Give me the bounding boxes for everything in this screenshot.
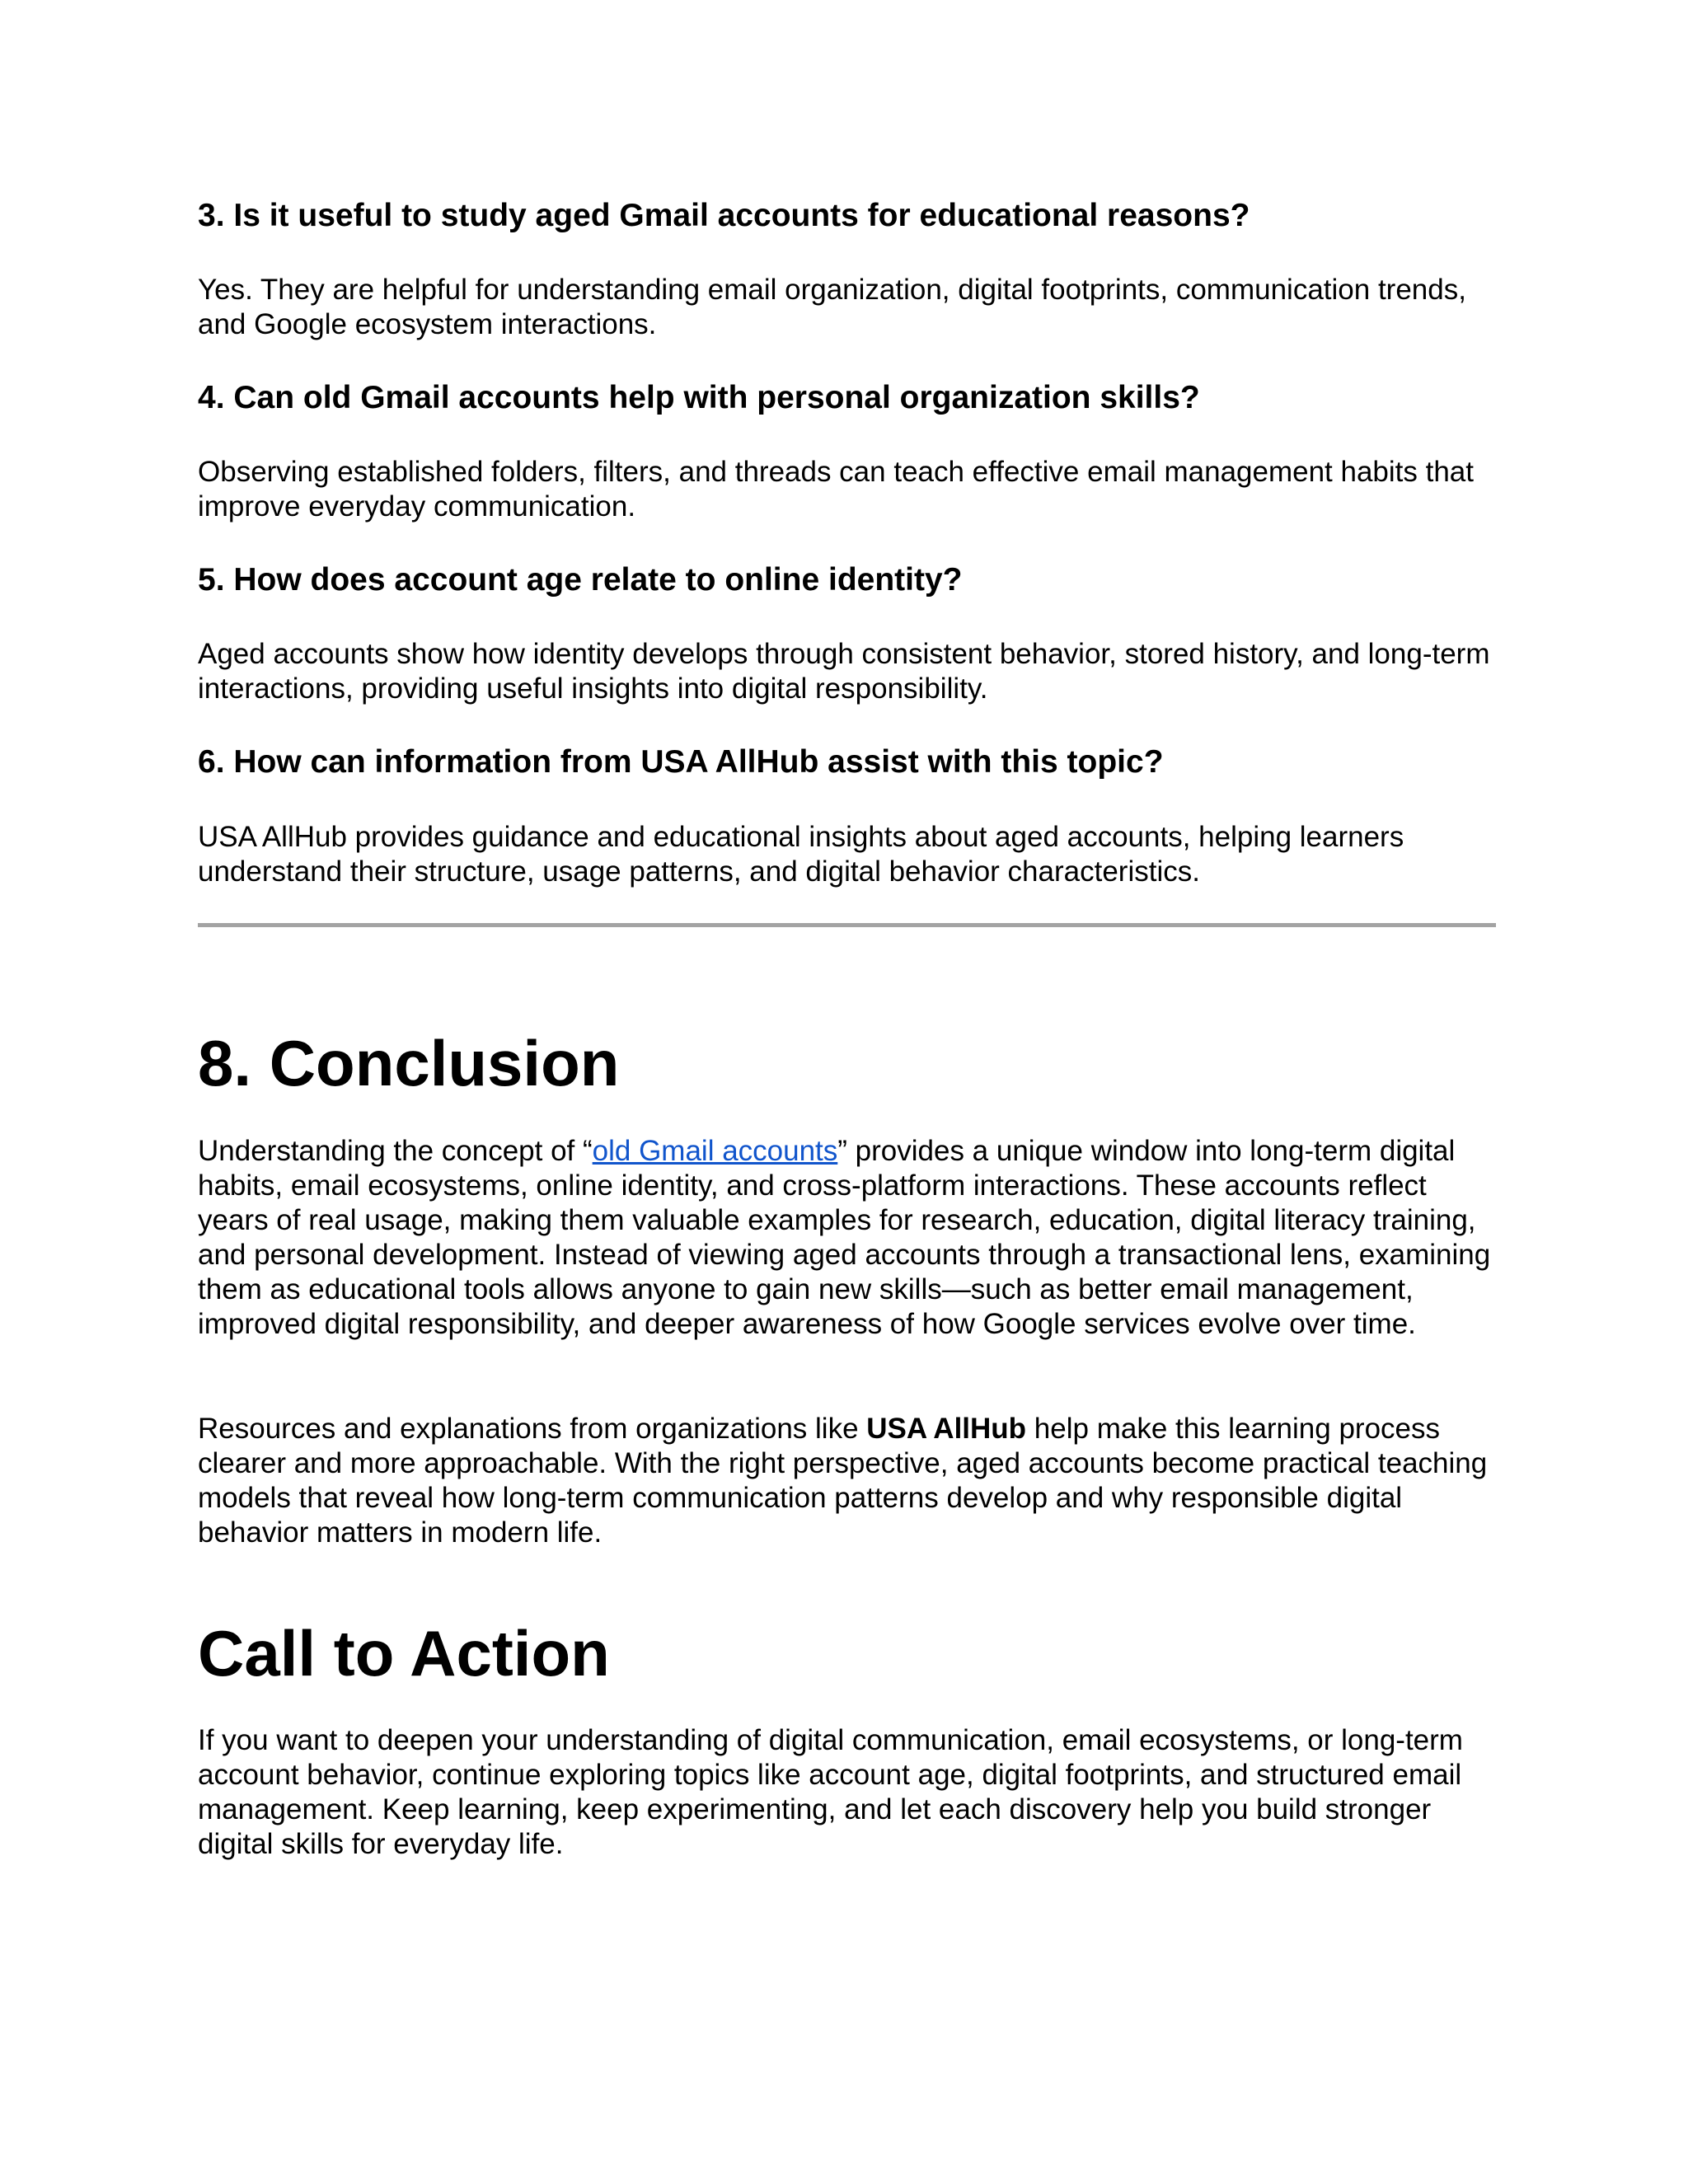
old-gmail-accounts-link[interactable]: old Gmail accounts: [592, 1135, 838, 1167]
call-to-action-paragraph: If you want to deepen your understanding of digital communication, email ecosystems, or long-term account behavior, continue exploring topics like account age, digital footprints, and structured email management. Keep learning, keep experimenting, and let each discovery help you build stronger digital skills for everyday life.: [198, 1724, 1463, 1860]
faq-question-4: 4. Can old Gmail accounts help with personal organization skills?: [198, 380, 1200, 415]
conclusion-paragraph-1: [198, 1134, 1500, 1342]
faq-answer-6: USA AllHub provides guidance and educational insights about aged accounts, helping learners understand their structure, usage patterns, and digital behavior characteristics.: [198, 821, 1404, 888]
call-to-action-heading: Call to Action: [198, 1617, 610, 1690]
faq-answer-3: Yes. They are helpful for understanding email organization, digital footprints, communication trends, and Google ecosystem interactions.: [198, 274, 1466, 340]
faq-answer-4: Observing established folders, filters, and threads can teach effective email management habits that improve everyday communication.: [198, 456, 1474, 523]
horizontal-divider: [198, 923, 1496, 927]
faq-question-6: 6. How can information from USA AllHub assist with this topic?: [198, 744, 1164, 780]
conclusion-paragraph-2: [198, 1412, 1500, 1550]
conclusion-p2-text-end: help make this learning process clearer and more approachable. With the right perspective, aged accounts become practical teaching models that reveal how long-term communication patterns develop and why responsible digital behavior matters in modern life.: [198, 1413, 1488, 1549]
usa-allhub-bold: USA AllHub: [866, 1413, 1027, 1445]
conclusion-heading: 8. Conclusion: [198, 1027, 620, 1099]
faq-question-3: 3. Is it useful to study aged Gmail accounts for educational reasons?: [198, 198, 1250, 233]
conclusion-p1-text-start: Understanding the concept of “: [198, 1135, 593, 1167]
faq-answer-5: Aged accounts show how identity develops through consistent behavior, stored history, and long-term interactions, providing useful insights into digital responsibility.: [198, 638, 1490, 705]
conclusion-p2-text-start: Resources and explanations from organizations like: [198, 1413, 867, 1445]
faq-question-5: 5. How does account age relate to online identity?: [198, 562, 963, 598]
conclusion-p1-text-end: ” provides a unique window into long-term digital habits, email ecosystems, online identity, and cross-platform interactions. These accounts reflect years of real usage, making them valuable examples for research, education, digital literacy training, and personal development. Instead of viewing aged accounts through a transactional lens, examining them as educational tools allows anyone to gain new skills—such as better email management, improved digital responsibility, and deeper awareness of how Google services evolve over time.: [198, 1135, 1491, 1340]
